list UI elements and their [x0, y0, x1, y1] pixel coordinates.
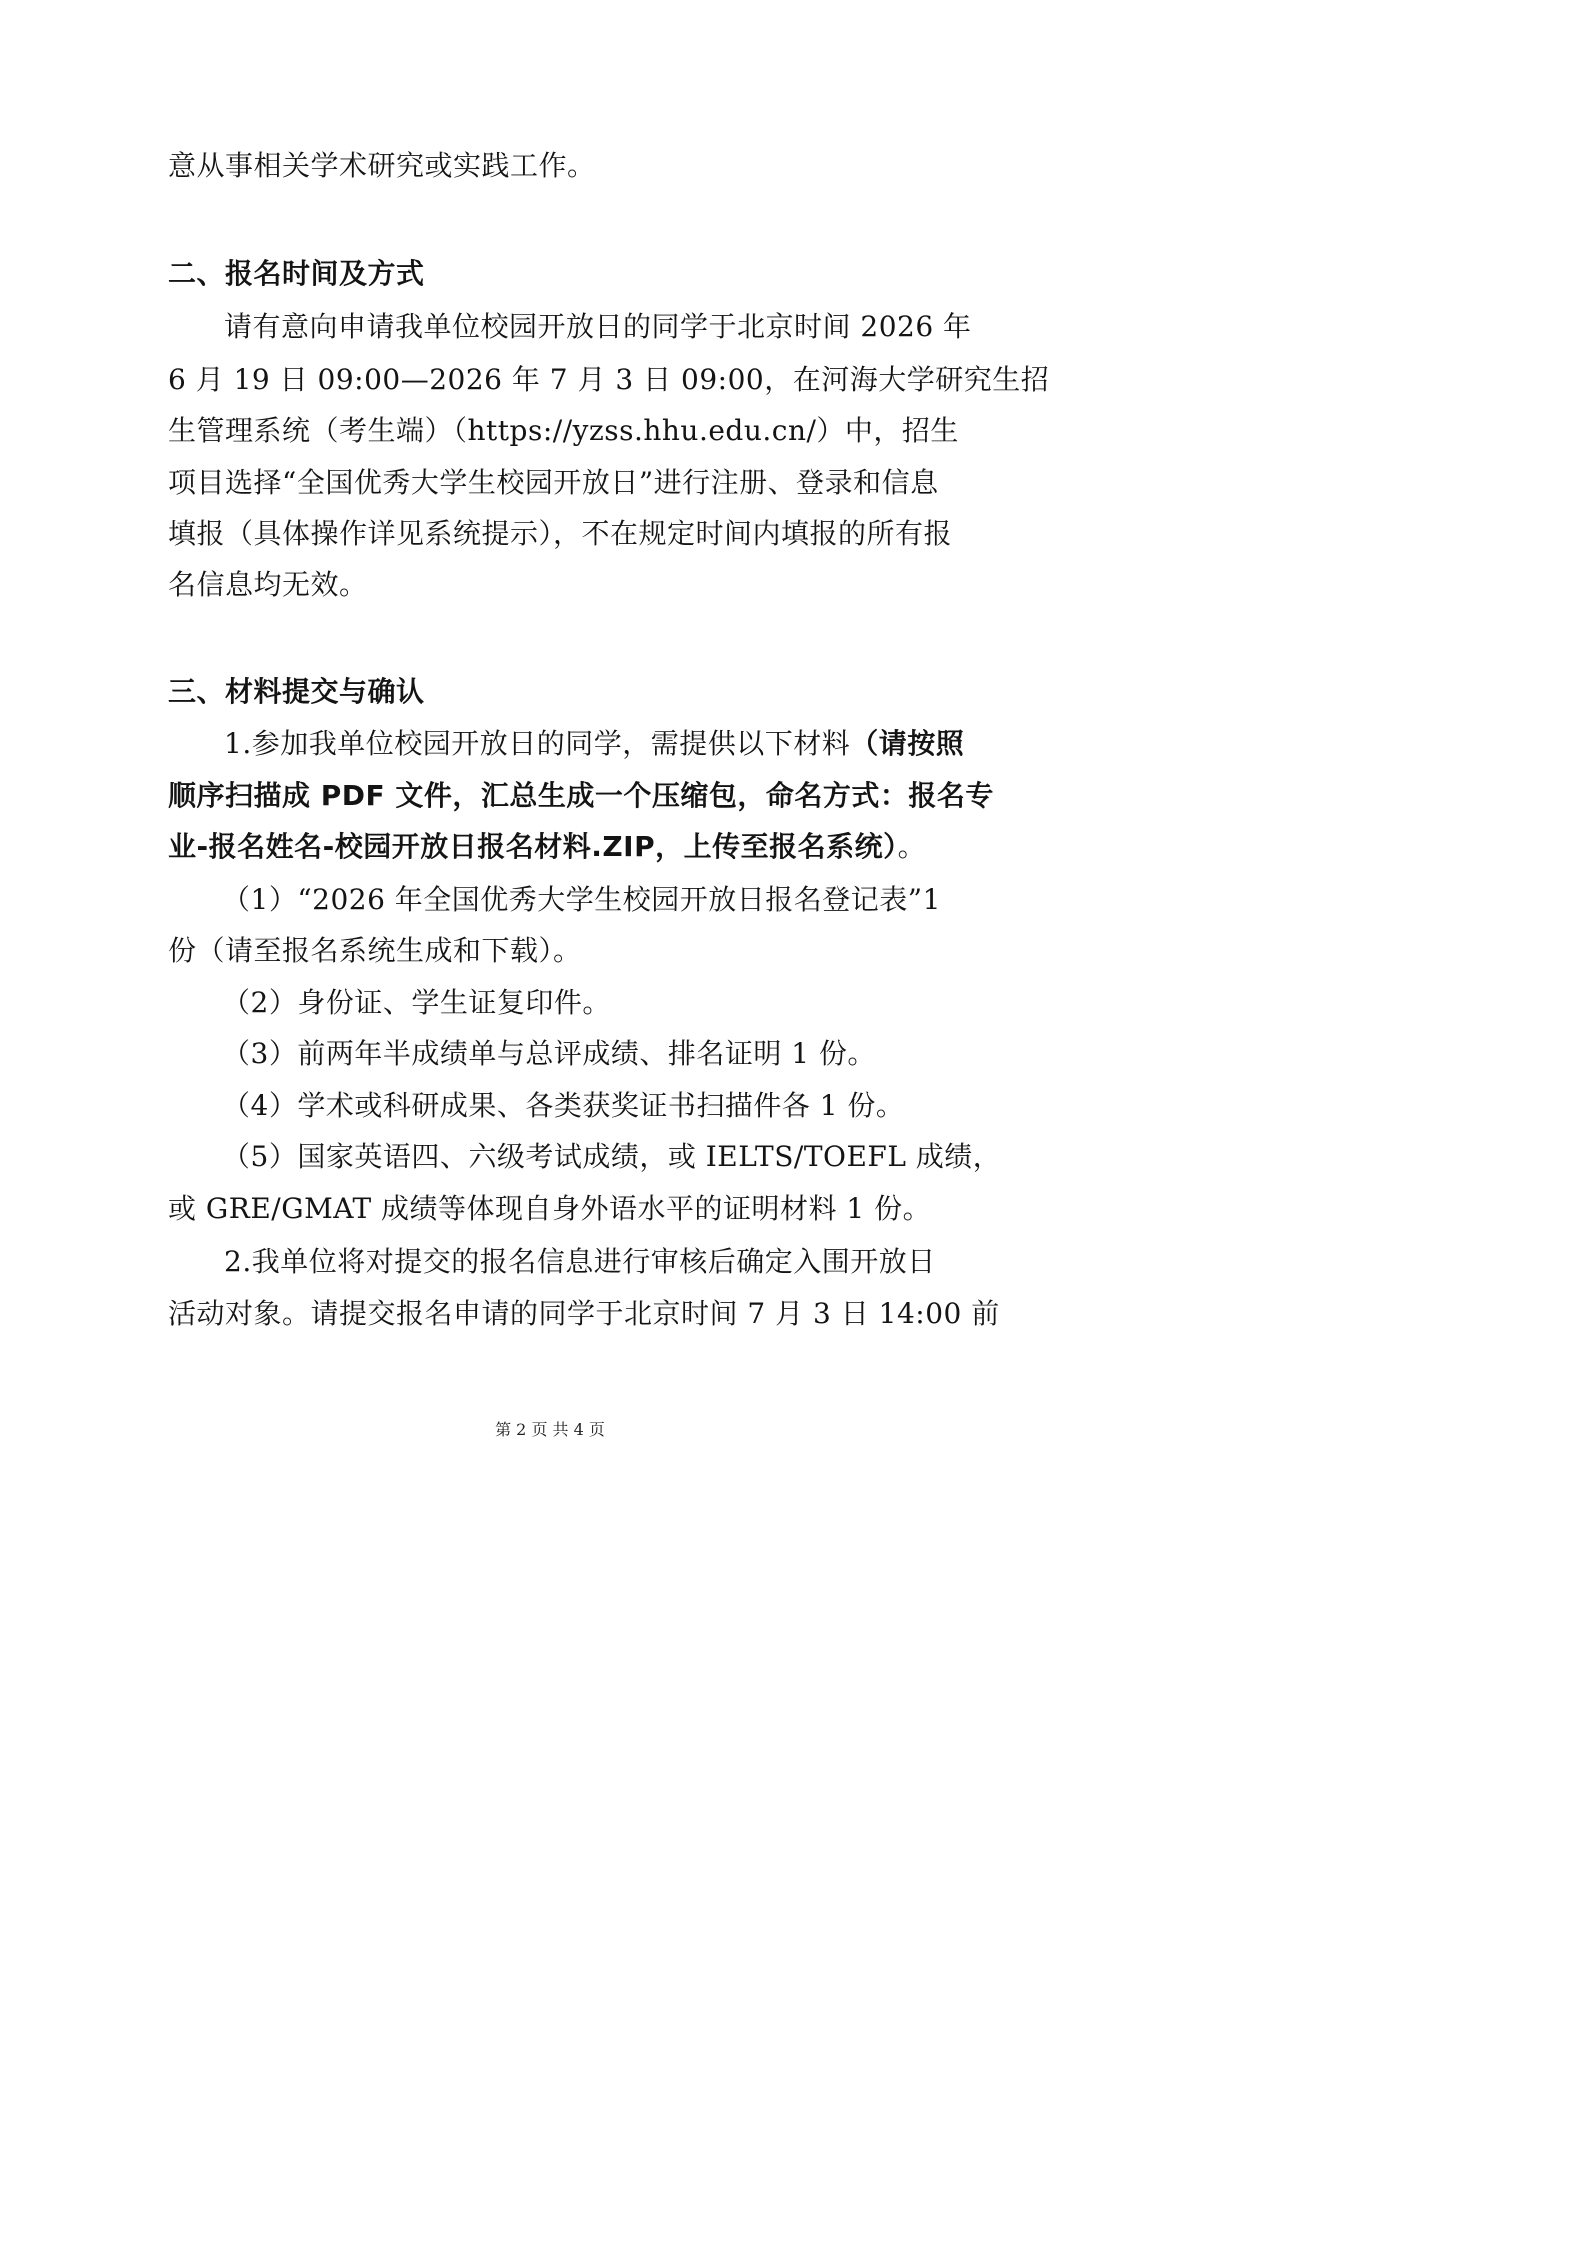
text-line: 请有意向申请我单位校园开放日的同学于北京时间 2026 年: [224, 310, 972, 343]
text-line: 填报（具体操作详见系统提示），不在规定时间内填报的所有报: [168, 517, 953, 550]
text-line: 项目选择“全国优秀大学生校园开放日”进行注册、登录和信息: [168, 466, 939, 499]
section-heading-3: 三、材料提交与确认: [168, 675, 425, 708]
text-segment: 。: [897, 830, 927, 863]
bold-text-line: 顺序扫描成 PDF 文件，汇总生成一个压缩包，命名方式：报名专: [168, 779, 994, 812]
bold-text-segment: （请按照: [850, 727, 965, 760]
document-page: [0, 0, 1100, 1556]
text-line: 6 月 19 日 09:00—2026 年 7 月 3 日 09:00，在河海大学研究生招: [168, 363, 1050, 396]
text-line: 名信息均无效。: [168, 568, 368, 601]
page-footer: 第 2 页 共 4 页: [495, 1420, 605, 1439]
text-line: 份（请至报名系统生成和下载）。: [168, 934, 582, 967]
list-item: （2）身份证、学生证复印件。: [222, 986, 611, 1019]
section-heading-2: 二、报名时间及方式: [168, 257, 425, 290]
text-segment: 1.参加我单位校园开放日的同学，需提供以下材料: [224, 727, 851, 760]
text-line: [168, 827, 958, 867]
bold-text-segment: 业-报名姓名-校园开放日报名材料.ZIP，上传至报名系统）: [168, 830, 898, 863]
list-item: （1）“2026 年全国优秀大学生校园开放日报名登记表”1: [222, 883, 941, 916]
list-item: （3）前两年半成绩单与总评成绩、排名证明 1 份。: [222, 1037, 876, 1070]
list-item: （4）学术或科研成果、各类获奖证书扫描件各 1 份。: [222, 1089, 905, 1122]
text-line: 生管理系统（考生端）（https://yzss.hhu.edu.cn/）中，招生: [168, 414, 959, 447]
text-line: 意从事相关学术研究或实践工作。: [168, 149, 596, 182]
text-line: 2.我单位将对提交的报名信息进行审核后确定入围开放日: [224, 1245, 936, 1278]
text-line: 活动对象。请提交报名申请的同学于北京时间 7 月 3 日 14:00 前: [168, 1297, 1000, 1330]
text-line: 或 GRE/GMAT 成绩等体现自身外语水平的证明材料 1 份。: [168, 1192, 932, 1225]
list-item: （5）国家英语四、六级考试成绩，或 IELTS/TOEFL 成绩，: [222, 1140, 1002, 1173]
text-line: [224, 724, 965, 764]
